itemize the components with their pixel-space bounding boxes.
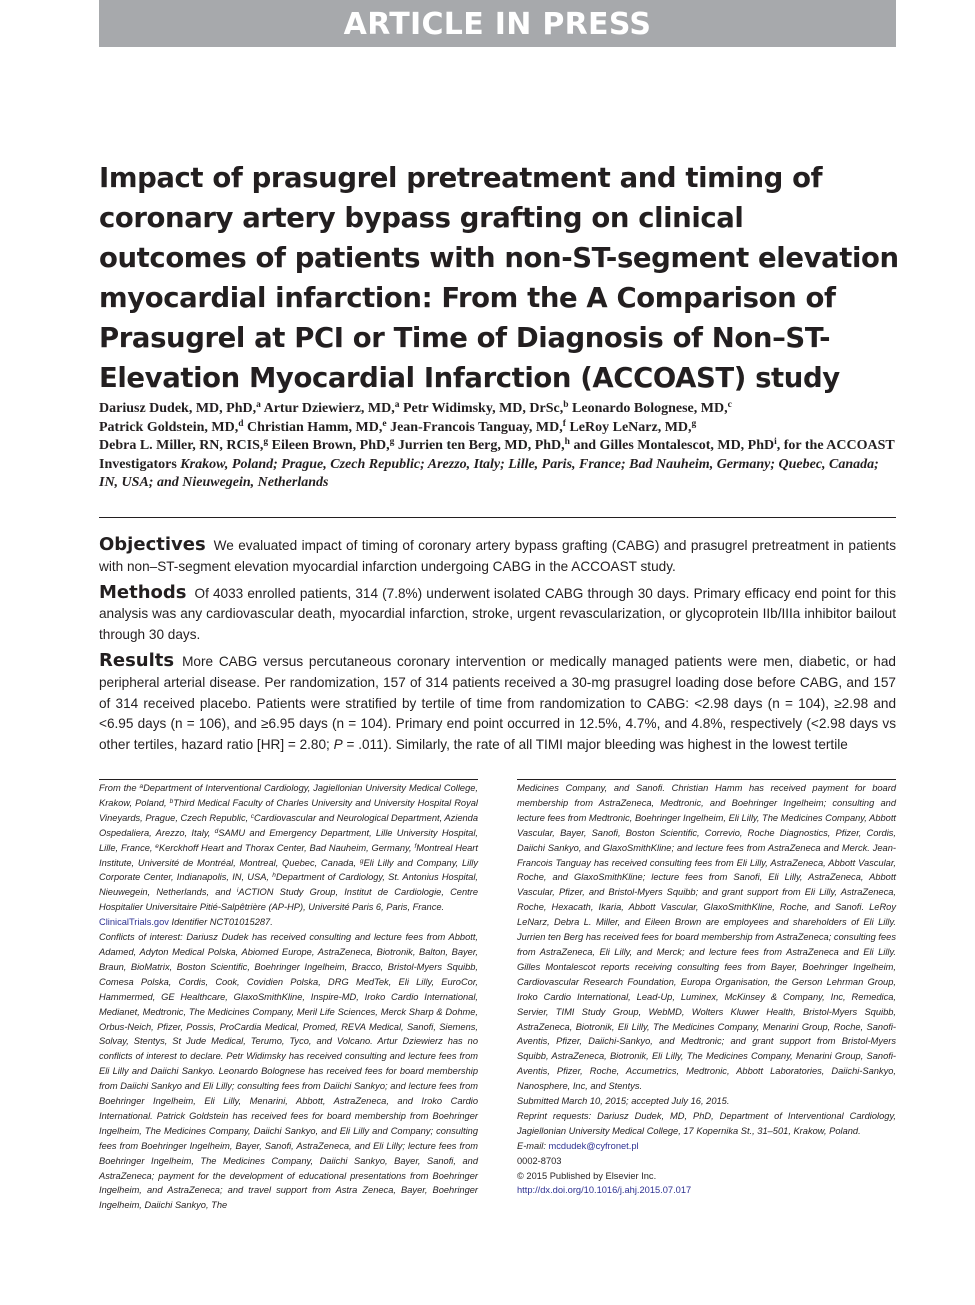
issn: 0002-8703 <box>517 1155 562 1166</box>
clinicaltrials-link[interactable]: ClinicalTrials.gov <box>99 917 169 928</box>
affiliation-marker: b <box>169 797 174 805</box>
email-link[interactable]: mcdudek@cyfronet.pl <box>548 1140 639 1151</box>
abstract-objectives <box>99 535 896 578</box>
article-title: Impact of prasugrel pretreatment and timing of coronary artery bypass grafting on clinical outcomes of patients with non-ST-segment elevation myocardial infarction: From the A Comparison of Prasugrel at PCI or Time of Diagnosis of Non–ST-Elevation Myocardial Infarction (ACCOAST) study <box>99 162 899 394</box>
results-text-continued: = .011). Similarly, the rate of all TIMI major bleeding was highest in the lowest tertile <box>342 737 848 753</box>
email-label: E-mail: <box>517 1140 549 1151</box>
author: Petr Widimsky, MD, DrSc, <box>403 401 564 416</box>
author: Jean-Francois Tanguay, MD, <box>390 419 563 435</box>
author: Debra L. Miller, RN, RCIS, <box>99 438 264 454</box>
author: Dariusz Dudek, MD, PhD, <box>99 401 257 416</box>
affiliation-marker: a <box>256 400 261 410</box>
abstract <box>99 534 896 753</box>
author: Jurrien ten Berg, MD, PhD, <box>397 438 565 454</box>
affiliation-marker: f <box>414 842 417 850</box>
author: LeRoy LeNarz, MD, <box>569 419 692 435</box>
author-locations: Krakow, Poland; Prague, Czech Republic; Arezzo, Italy; Lille, Paris, France; Bad Nauheim, Germany; Quebec, Canada; IN, USA; and Nieuwegein, Netherlands <box>99 456 879 491</box>
affiliation-marker: a <box>139 783 144 790</box>
affiliation: Department of Interventional Cardiology, Jagiellonian University Medical College, Krakow, Poland, <box>99 783 479 808</box>
footnotes-left-column <box>99 779 478 1215</box>
abstract-results <box>99 649 896 753</box>
author: Artur Dziewierz, MD, <box>263 401 395 416</box>
affiliations-footnote <box>99 781 478 915</box>
results-text: More CABG versus percutaneous coronary intervention or medically managed patients were men, diabetic, or had peripheral arterial disease. Per randomization, 157 of 314 patients received a 30-mg prasugrel loading dose before CABG, and 157 of 314 received placebo. Patients were stratified by tertile of time from randomization to CABG: <2.98 days (n = 104), ≥2.98 and <6.95 days (n = 106), and ≥6.95 days (n = 104). Primary end point occurred in 12.5%, 4.7%, and 4.8%, respectively (<2.98 days vs other tertiles, hazard ratio [HR] = 2.80; <box>99 653 896 753</box>
affiliation-marker: c <box>727 400 732 410</box>
methods-text: Of 4033 enrolled patients, 314 (7.8%) underwent isolated CABG through 30 days. Primary efficacy end point for this analysis was any cardiovascular death, myocardial infarction, stroke, urgent revascularization, or glycoprotein IIb/IIIa inhibitor bailout through 30 days. <box>99 585 896 643</box>
affiliation-marker: g <box>389 437 395 448</box>
affiliation-marker: g <box>263 437 269 448</box>
results-heading: Results <box>99 649 175 671</box>
affiliation: Montreal Heart Institute, Université de Montréal, Montreal, Quebec, Canada, <box>99 842 478 868</box>
conflicts-of-interest-continued: Medicines Company, and Sanofi. Christian Hamm has received payment for board membership from AstraZeneca, Medtronic, and Boehringer Ingelheim; consulting and lecture fees from Medtronic, Boehringer Ingelheim, Eli Lilly, The Medicines Company, Abbott Vascular, Bayer, Sanofi, Boston Scientific, Correvio, Roche Diagnostics, Pfizer, Cordis, Daiichi Sankyo, and GlaxoSmithKline; and lecture fees from AstraZeneca and Merck. Jean-Francois Tanguay has received consulting fees from Eli Lilly, AstraZeneca, Abbott Vascular, Roche, and GlaxoSmithKline; lecture fees from Sanofi, Eli Lilly, AstraZeneca, Abbott Vascular, Pfizer, and Bristol-Myers Squibb; and grant support from Eli Lilly, AstraZeneca, Roche, Hexacath, Ikaria, Abbott Vascular, GlaxoSmithKline, Roche, and Sanofi. LeRoy LeNarz, Debra L. Miller, and Eileen Brown are employees and shareholders of Eli Lilly. Jurrien ten Berg has received fees for board membership from AstraZeneca; consulting fees from AstraZeneca, Eli Lilly, and Merck; and lecture fees from AstraZeneca and Eli Lilly. Gilles Montalescot reports receiving consulting fees from Bayer, Boehringer Ingelheim, Cardiovascular Research Foundation, Europa Organisation, the Gerson Lehrman Group, Iroko Cardio International, Lead-Up, Luminex, McKinsey & Company, Inc, Remedica, Servier, TIMI Study Group, WebMD, Wolters Kluwer Health, Bristol-Myers Squibb, AstraZeneca, Biotronik, Eli Lilly, The Medicines Company, Menarini Group, Roche, Sanofi-Aventis, Pfizer, Daiichi-Sankyo, and Medtronic; and grant support from Bristol-Myers Squibb, AstraZeneca, Biotronik, Eli Lilly, The Medicines Company, Menarini Group, Sanofi-Aventis, Pfizer, Roche, Accumetrics, Medtronic, Abbott Laboratories, Daiichi-Sankyo, Nanosphere, Inc, and Stentys. <box>517 783 896 1092</box>
affiliation: ACTION Study Group, Institut de Cardiologie, Centre Hospitalier Universitaire Pitié-Salpêtrière (AP-HP), Université Paris 6, Paris, France. <box>99 887 478 913</box>
abstract-methods <box>99 583 896 646</box>
affiliation-marker: e <box>382 418 387 429</box>
affiliation-marker: i <box>774 437 777 448</box>
objectives-text: We evaluated impact of timing of coronary artery bypass grafting (CABG) and prasugrel pretreatment in patients with non–ST-segment elevation myocardial infarction undergoing CABG in the ACCOAST study. <box>99 538 896 574</box>
author: and Gilles Montalescot, MD, PhD <box>573 438 775 454</box>
p-value-symbol: P <box>333 737 343 753</box>
affiliation-intro: From the <box>99 783 140 793</box>
affiliation: Eli Lilly and Company, Lilly Corporate Center, Indianapolis, IN, USA, <box>99 857 479 883</box>
conflicts-of-interest: Conflicts of interest: Dariusz Dudek has received consulting and lecture fees from Abbott, Adamed, Adyton Medical Polska, Abiomed Europe, AstraZeneca, Biotronik, Balton, Bayer, Braun, BioMatrix, Boston Scientific, Boehringer Ingelheim, Bracco, Bristol-Myers Squibb, Comesa Polska, Cordis, Cook, Covidien Polska, DRG MedTek, Eli Lilly, EuroCor, Hammermed, GE Healthcare, GlaxoSmithKline, Inspire-MD, Iroko Cardio International, Medianet, Medtronic, The Medicines Company, Meril Life Sciences, Merck Sharp & Dohme, Orbus-Neich, Pfizer, Possis, ProCardia Medical, Promed, REVA Medical, Sanofi, Siemens, Solvay, Stentys, St Jude Medical, Terumo, Tyco, and Volcano. Artur Dziewierz has no conflicts of interest to declare. Petr Widimsky has received consulting and lecture fees from Eli Lilly and Daiichi Sankyo. Leonardo Bolognese has received fees for board membership from Daiichi Sankyo and Eli Lilly; consulting fees from Daiichi Sankyo; and lecture fees from Boehringer Ingelheim, Eli Lilly, Menarini, Abbott, AstraZeneca, and Iroko Cardio International. Patrick Goldstein has received fees for board membership from Boehringer Ingelheim, The Medicines Company, Daiichi Sankyo, and Eli Lilly and Company; consulting fees from Boehringer Ingelheim, Bayer, Sanofi, AstraZeneca, and Eli Lilly; lecture fees from Boehringer Ingelheim, The Medicines Company, Daiichi Sankyo, Bayer, Sanofi, and AstraZeneca; payment for the development of educational presentations from Boehringer Ingelheim, and AstraZeneca; and travel support from Astra Zeneca, Bayer, Boehringer Ingelheim, Daiichi Sankyo, The <box>99 932 478 1211</box>
affiliation-marker: e <box>155 842 159 850</box>
affiliation-marker: c <box>250 812 255 820</box>
author: Christian Hamm, MD, <box>247 419 383 435</box>
author-list <box>99 400 899 493</box>
objectives-heading: Objectives <box>99 534 206 555</box>
article-in-press-banner: ARTICLE IN PRESS <box>99 0 896 47</box>
affiliation-marker: d <box>214 827 219 835</box>
doi-link[interactable]: http://dx.doi.org/10.1016/j.ahj.2015.07.017 <box>517 1185 692 1196</box>
submission-dates: Submitted March 10, 2015; accepted July 16, 2015. <box>517 1096 730 1107</box>
methods-heading: Methods <box>99 581 187 603</box>
footnotes-right-column <box>517 779 896 1211</box>
section-divider <box>99 517 896 518</box>
email-line <box>517 1139 896 1154</box>
affiliation-marker: i <box>236 887 239 895</box>
affiliation-marker: h <box>564 437 570 448</box>
trial-identifier: Identifier NCT01015287. <box>168 917 273 928</box>
doi-line <box>517 1183 896 1198</box>
affiliation: Department of Cardiology, St. Antonius Hospital, Nieuwegein, Netherlands, and <box>99 872 478 898</box>
affiliation: Third Medical Faculty of Charles University and University Hospital Royal Vineyards, Prague, Czech Republic, <box>99 797 478 823</box>
copyright: © 2015 Published by Elsevier Inc. <box>517 1170 657 1181</box>
trial-registration <box>99 915 478 930</box>
affiliation-marker: f <box>562 418 566 429</box>
affiliation-marker: a <box>394 400 400 410</box>
author: Leonardo Bolognese, MD, <box>572 401 728 416</box>
affiliation-marker: g <box>359 857 364 865</box>
affiliation-marker: g <box>691 418 697 429</box>
affiliation: SAMU and Emergency Department, Lille University Hospital, Lille, France, <box>99 827 478 853</box>
affiliation: Kerckhoff Heart and Thorax Center, Bad Nauheim, Germany, <box>158 842 415 853</box>
reprint-requests: Reprint requests: Dariusz Dudek, MD, PhD, Department of Interventional Cardiology, Jagiellonian University Medical College, 17 Kopernika St., 31–501, Krakow, Poland. <box>517 1110 896 1136</box>
author: Eileen Brown, PhD, <box>271 438 390 454</box>
footnote-rule <box>99 779 478 780</box>
affiliation-marker: b <box>563 400 569 410</box>
affiliation-marker: h <box>272 872 276 880</box>
author: Patrick Goldstein, MD, <box>99 419 239 435</box>
affiliation-marker: d <box>238 418 244 429</box>
affiliation: Cardiovascular and Neurological Department, Azienda Ospedaliera, Arezzo, Italy, <box>99 812 479 838</box>
footnote-rule <box>517 779 896 780</box>
investigators-group: , for the ACCOAST Investigators <box>99 438 895 472</box>
